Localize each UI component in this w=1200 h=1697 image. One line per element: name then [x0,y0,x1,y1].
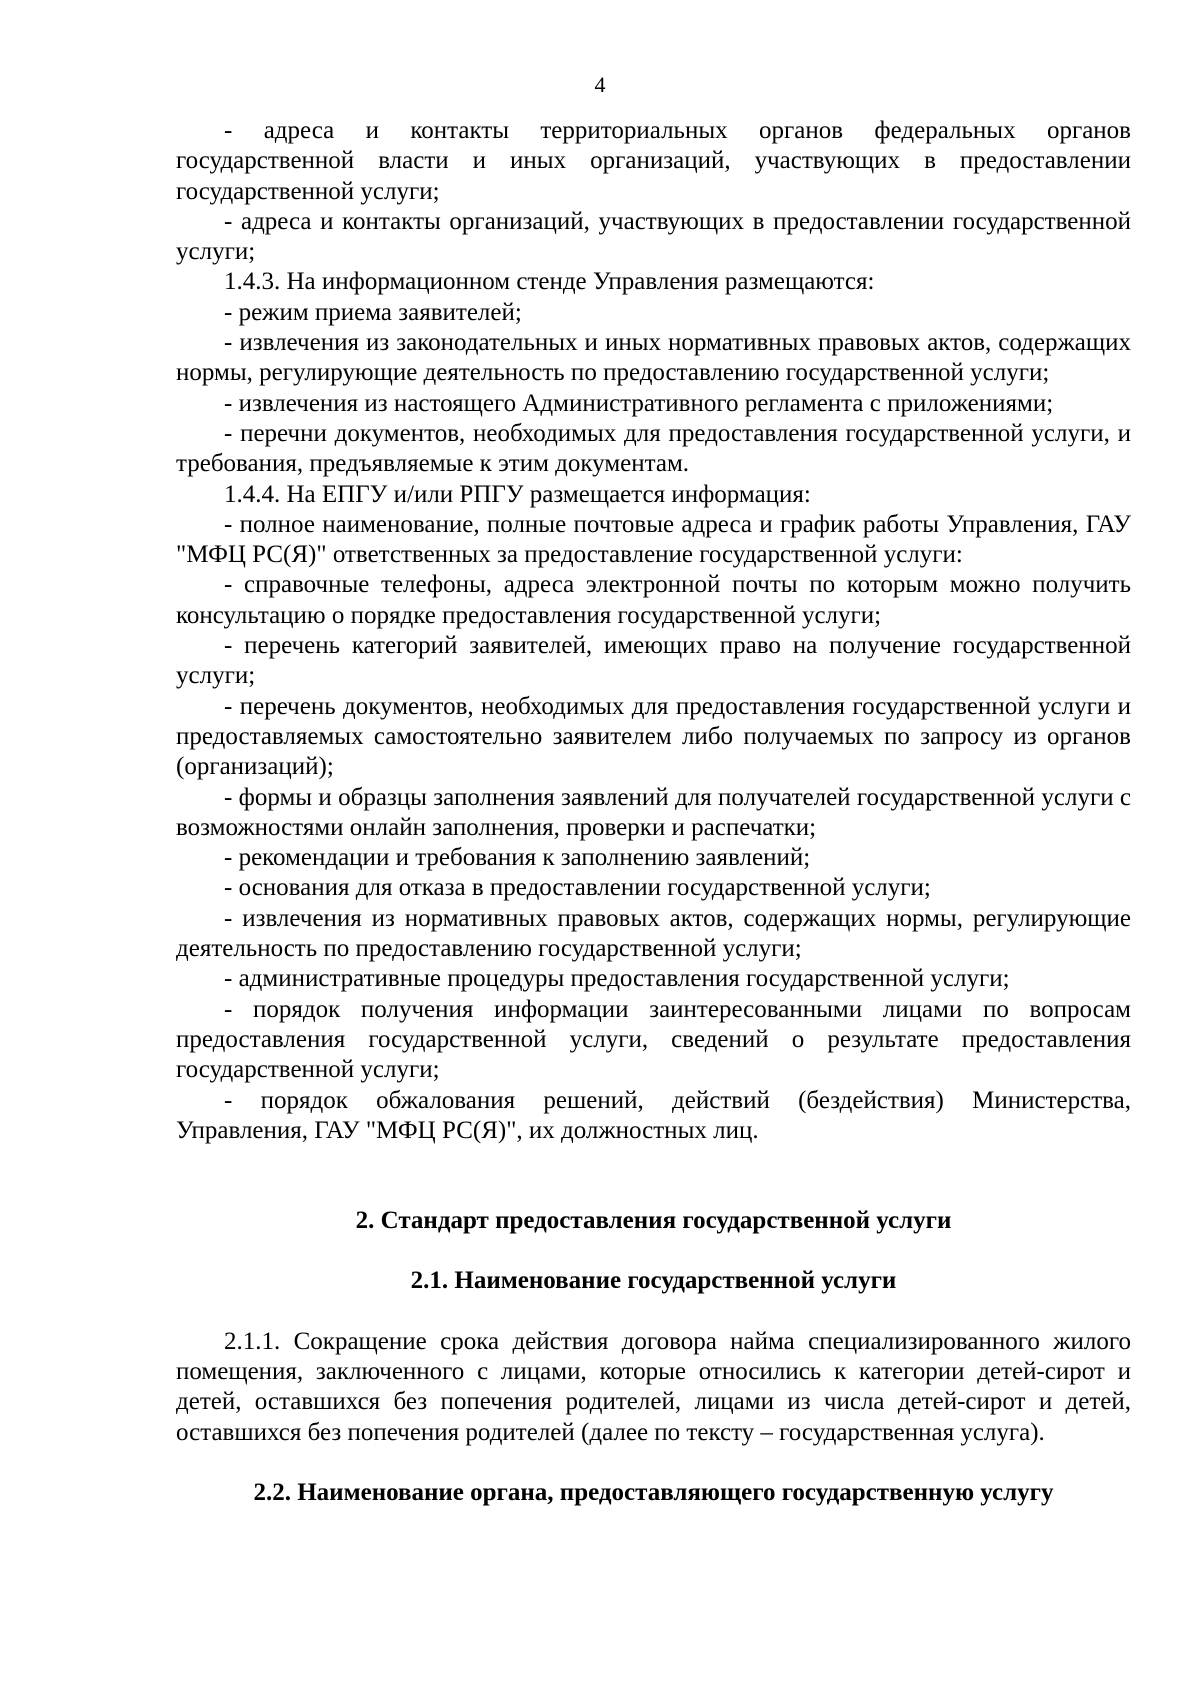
paragraph-addresses-organizations: - адреса и контакты организаций, участвующих в предоставлении государственной услуги; [176,207,1131,266]
section-2-1-heading: 2.1. Наименование государственной услуги [410,1267,897,1295]
paragraph-information-procedure: - порядок получения информации заинтересованными лицами по вопросам предоставления государственной услуги, сведений о результате предоставления государственной услуги; [176,995,1131,1084]
paragraph-document-lists: - перечни документов, необходимых для предоставления государственной услуги, и требования, предъявляемые к этим документам. [176,419,1131,478]
section-2-heading: 2. Стандарт предоставления государственной услуги [355,1207,952,1235]
paragraph-legislative-extracts: - извлечения из законодательных и иных нормативных правовых актов, содержащих нормы, регулирующие деятельность по предоставлению государственной услуги; [176,329,1131,387]
paragraph-regulation-extracts: - извлечения из настоящего Административного регламента с приложениями; [224,389,1054,417]
paragraph-administrative-procedures: - административные процедуры предоставления государственной услуги; [224,965,1010,993]
paragraph-2-1-1: 2.1.1. Сокращение срока действия договора найма специализированного жилого помещения, заключенного с лицами, которые относились к категории детей-сирот и детей, оставшихся без попечения родителей, лицами из числа детей-сирот и детей, оставшихся без попечения родителей (далее по тексту – государственная услуга). [176,1327,1131,1446]
paragraph-normative-extracts: - извлечения из нормативных правовых актов, содержащих нормы, регулирующие деятельность по предоставлению государственной услуги; [176,904,1131,963]
paragraph-filling-recommendations: - рекомендации и требования к заполнению заявлений; [224,844,811,872]
page-number: 4 [594,72,606,97]
paragraph-reference-phones: - справочные телефоны, адреса электронной почты по которым можно получить консультацию о порядке предоставления государственной услуги; [176,571,1131,629]
paragraph-reception-schedule: - режим приема заявителей; [224,298,522,326]
section-2-2-heading: 2.2. Наименование органа, предоставляющего государственную услугу [253,1478,1054,1506]
paragraph-required-documents: - перечень документов, необходимых для предоставления государственной услуги и предоставляемых самостоятельно заявителем либо получаемых по запросу из органов (организаций); [176,692,1131,781]
page-content [176,116,1131,1508]
paragraph-1-4-4: 1.4.4. На ЕПГУ и/или РПГУ размещается информация: [224,480,811,508]
paragraph-appeal-procedure: - порядок обжалования решений, действий (бездействия) Министерства, Управления, ГАУ "МФЦ РС(Я)", их должностных лиц. [176,1086,1131,1144]
paragraph-refusal-grounds: - основания для отказа в предоставлении государственной услуги; [224,874,931,902]
paragraph-application-forms: - формы и образцы заполнения заявлений для получателей государственной услуги с возможностями онлайн заполнения, проверки и распечатки; [176,783,1131,841]
paragraph-addresses-federal-bodies: - адреса и контакты территориальных органов федеральных органов государственной власти и иных организаций, участвующих в предоставлении государственной услуги; [176,117,1131,205]
paragraph-applicant-categories: - перечень категорий заявителей, имеющих право на получение государственной услуги; [176,632,1131,690]
paragraph-full-name-addresses: - полное наименование, полные почтовые адреса и график работы Управления, ГАУ "МФЦ РС(Я)" ответственных за предоставление государственной услуги: [176,510,1131,569]
paragraph-1-4-3: 1.4.3. На информационном стенде Управления размещаются: [224,268,875,296]
